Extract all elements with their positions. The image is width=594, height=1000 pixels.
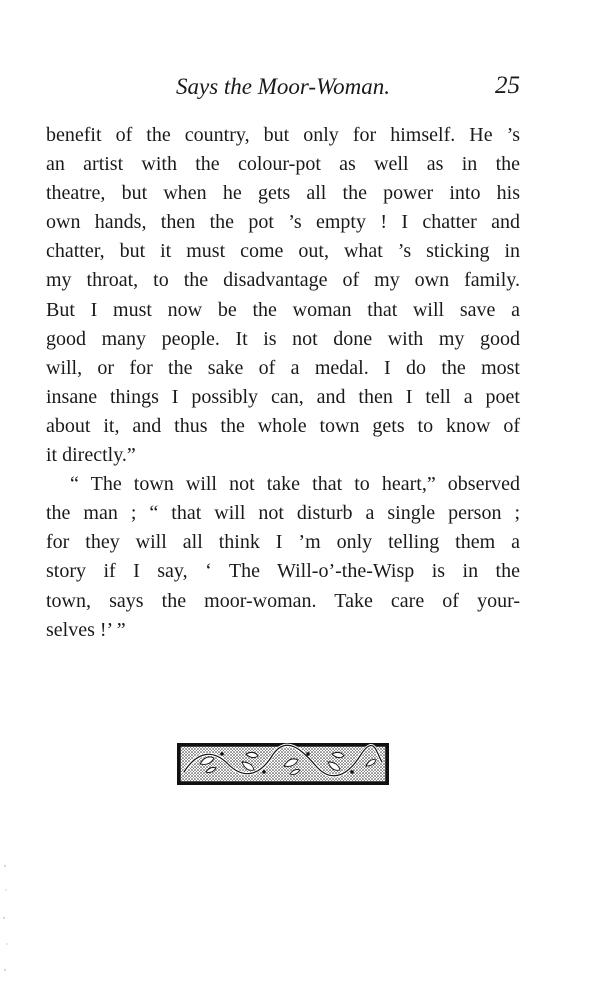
text-line: it directly.”: [46, 444, 136, 467]
text-line: But I must now be the woman that will save a: [46, 298, 520, 321]
text-line: theatre, but when he gets all the power into his: [46, 182, 520, 205]
text-line: benefit of the country, but only for himself. He ’s: [46, 124, 520, 146]
running-title: Says the Moor-Woman.: [176, 74, 390, 99]
page-number: 25: [495, 72, 520, 99]
text-line: selves !’ ”: [46, 618, 126, 641]
text-line: the man ; “ that will not disturb a single person ;: [46, 502, 520, 525]
text-line: my throat, to the disadvantage of my own family.: [46, 269, 520, 292]
margin-specks: [2, 860, 10, 980]
text-line: story if I say, ‘ The Will-o’-the-Wisp is in the: [46, 560, 520, 583]
text-line: insane things I possibly can, and then I tell a poet: [46, 385, 520, 408]
body-text: [46, 121, 520, 645]
text-line: will, or for the sake of a medal. I do the most: [46, 356, 520, 379]
text-line: “ The town will not take that to heart,” observed: [70, 473, 520, 496]
text-line: own hands, then the pot ’s empty ! I chatter and: [46, 211, 520, 234]
text-line: good many people. It is not done with my good: [46, 327, 520, 350]
floral-scroll-ornament-icon: [176, 742, 390, 786]
text-line: town, says the moor-woman. Take care of your-: [46, 589, 520, 612]
text-line: chatter, but it must come out, what ’s sticking in: [46, 240, 520, 263]
text-line: an artist with the colour-pot as well as in the: [46, 153, 520, 176]
text-line: for they will all think I ’m only telling them a: [46, 531, 520, 554]
text-line: about it, and thus the whole town gets to know of: [46, 414, 520, 437]
running-head: [46, 72, 520, 106]
